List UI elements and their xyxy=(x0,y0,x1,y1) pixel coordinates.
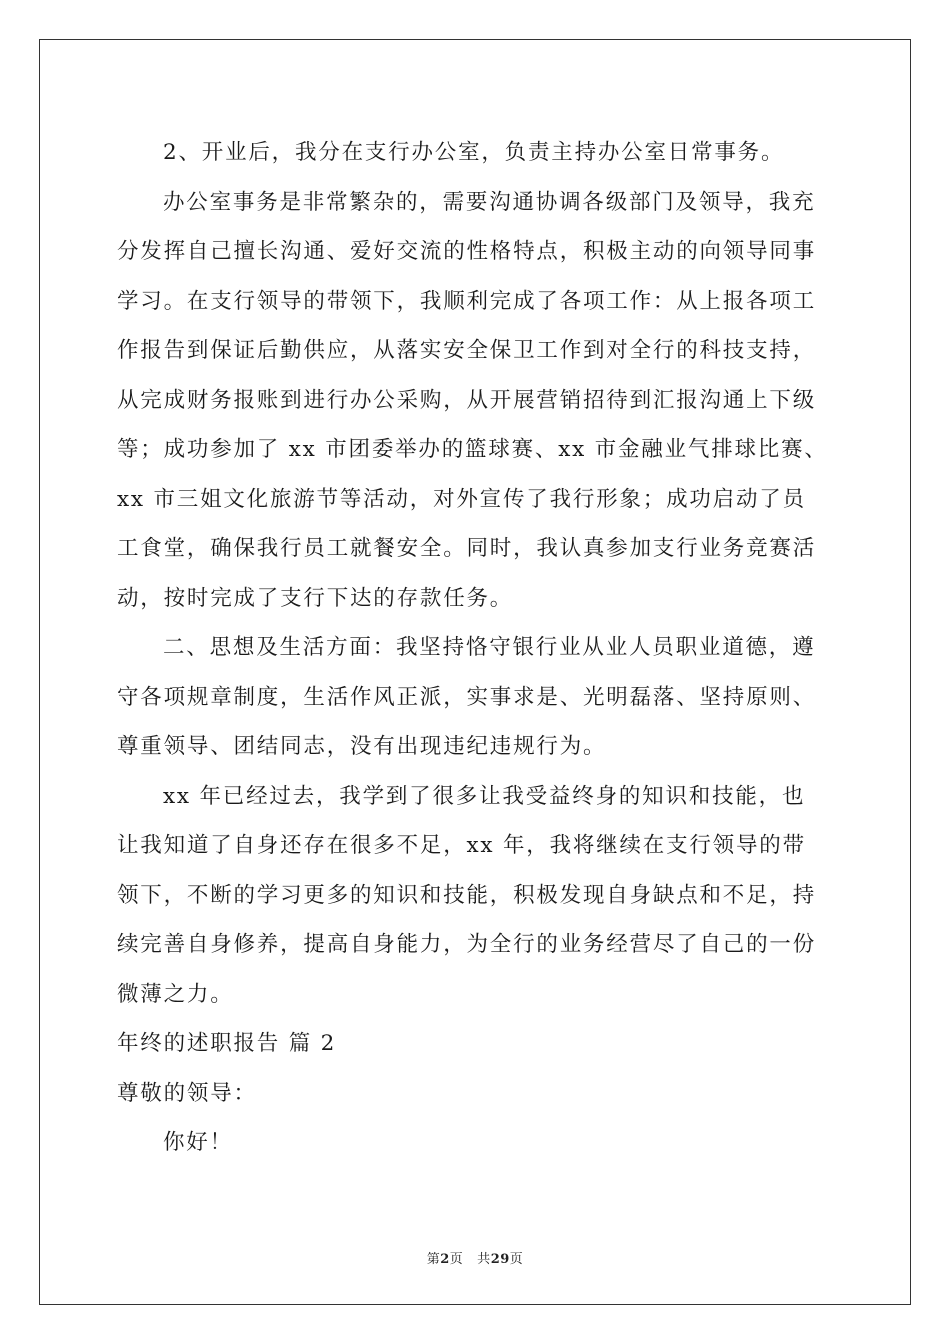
text-line: 微薄之力。 xyxy=(117,981,234,1007)
footer-page-word: 页 xyxy=(449,1252,464,1267)
text-line: 动，按时完成了支行下达的存款任务。 xyxy=(117,585,514,611)
text-line: 等；成功参加了 xx 市团委举办的篮球赛、xx 市金融业气排球比赛、 xyxy=(117,437,828,462)
text-line: xx 市三姐文化旅游节等活动，对外宣传了我行形象；成功启动了员 xyxy=(117,486,806,512)
paragraph xyxy=(117,772,857,1020)
paragraph xyxy=(117,1118,857,1168)
text-line: 分发挥自己擅长沟通、爱好交流的性格特点，积极主动的向领导同事 xyxy=(117,239,817,264)
text-line: 领下，不断的学习更多的知识和技能，积极发现自身缺点和不足，持 xyxy=(117,882,817,908)
footer-total-prefix: 共 xyxy=(477,1252,491,1267)
paragraph xyxy=(117,1019,857,1069)
text-line: 让我知道了自身还存在很多不足，xx 年，我将继续在支行领导的带 xyxy=(117,833,806,858)
document-body xyxy=(117,128,857,1168)
text-line: 二、思想及生活方面：我坚持恪守银行业从业人员职业道德，遵 xyxy=(163,635,816,660)
footer-total-suffix: 页 xyxy=(509,1252,524,1267)
text-line: 守各项规章制度，生活作风正派，实事求是、光明磊落、坚持原则、 xyxy=(117,684,817,710)
text-line: 从完成财务报账到进行办公采购，从开展营销招待到汇报沟通上下级 xyxy=(117,387,817,413)
text-line: 2、开业后，我分在支行办公室，负责主持办公室日常事务。 xyxy=(163,140,785,165)
text-line: 你好！ xyxy=(163,1130,233,1155)
text-line: 年终的述职报告 篇 2 xyxy=(117,1031,337,1056)
text-line: 尊重领导、团结同志，没有出现违纪违规行为。 xyxy=(117,734,607,759)
text-line: 作报告到保证后勤供应，从落实安全保卫工作到对全行的科技支持， xyxy=(117,338,817,363)
paragraph xyxy=(117,178,857,624)
footer-current-page: 2 xyxy=(440,1252,450,1267)
footer-prefix: 第 xyxy=(426,1252,441,1267)
paragraph xyxy=(117,128,857,178)
text-line: 续完善自身修养，提高自身能力，为全行的业务经营尽了自己的一份 xyxy=(117,932,817,957)
text-line: 工食堂，确保我行员工就餐安全。同时，我认真参加支行业务竞赛活 xyxy=(117,536,817,561)
paragraph xyxy=(117,1069,857,1119)
text-line: 学习。在支行领导的带领下，我顺利完成了各项工作：从上报各项工 xyxy=(117,288,817,314)
text-line: 办公室事务是非常繁杂的，需要沟通协调各级部门及领导，我充 xyxy=(163,189,816,215)
paragraph xyxy=(117,623,857,772)
page-footer xyxy=(0,1248,950,1267)
text-line: 尊敬的领导： xyxy=(117,1080,257,1106)
text-line: xx 年已经过去，我学到了很多让我受益终身的知识和技能，也 xyxy=(163,783,806,809)
footer-total-pages: 29 xyxy=(490,1252,510,1267)
